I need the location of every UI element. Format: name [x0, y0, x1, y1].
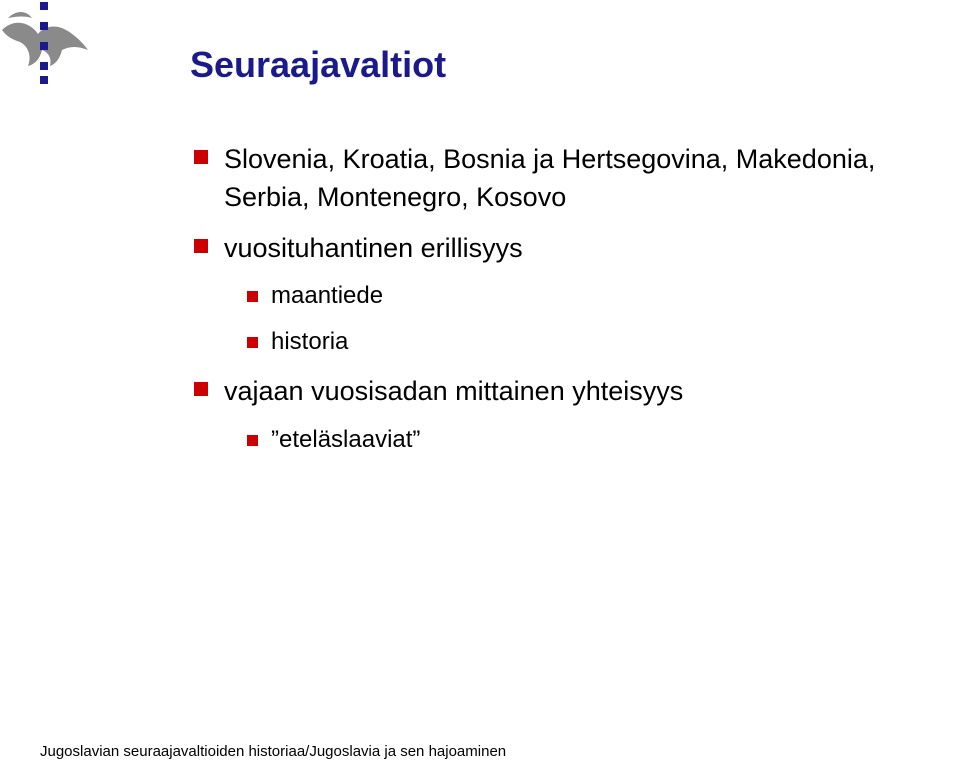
- bullet-text: vajaan vuosisadan mittainen yhteisyys: [224, 376, 684, 406]
- bullet-item: [224, 229, 523, 267]
- bullet-item: [224, 140, 875, 216]
- bullet-text: vuosituhantinen erillisyys: [224, 233, 523, 263]
- bullet-square-icon: [247, 435, 258, 446]
- bullet-item: [224, 372, 683, 410]
- bullet-square-icon: [247, 337, 258, 348]
- bullet-text-line1: Slovenia, Kroatia, Bosnia ja Hertsegovina, Makedonia,: [224, 144, 876, 174]
- sub-bullet-item: [271, 326, 348, 358]
- sub-bullet-text: ”eteläslaaviat”: [271, 426, 421, 453]
- bullet-text-line2: Serbia, Montenegro, Kosovo: [224, 182, 567, 212]
- bullet-square-icon: [194, 239, 208, 253]
- slide-footer: Jugoslavian seuraajavaltioiden historiaa/Jugoslavia ja sen hajoaminen: [40, 743, 507, 760]
- bullet-square-icon: [194, 382, 208, 396]
- sub-bullet-item: [271, 424, 420, 456]
- bullet-square-icon: [194, 150, 208, 164]
- sub-bullet-text: historia: [271, 328, 349, 355]
- university-logo-icon: [0, 0, 92, 90]
- sub-bullet-text: maantiede: [271, 282, 384, 309]
- bullet-square-icon: [247, 291, 258, 302]
- slide-title: Seuraajavaltiot: [190, 44, 447, 85]
- sub-bullet-item: [271, 280, 383, 312]
